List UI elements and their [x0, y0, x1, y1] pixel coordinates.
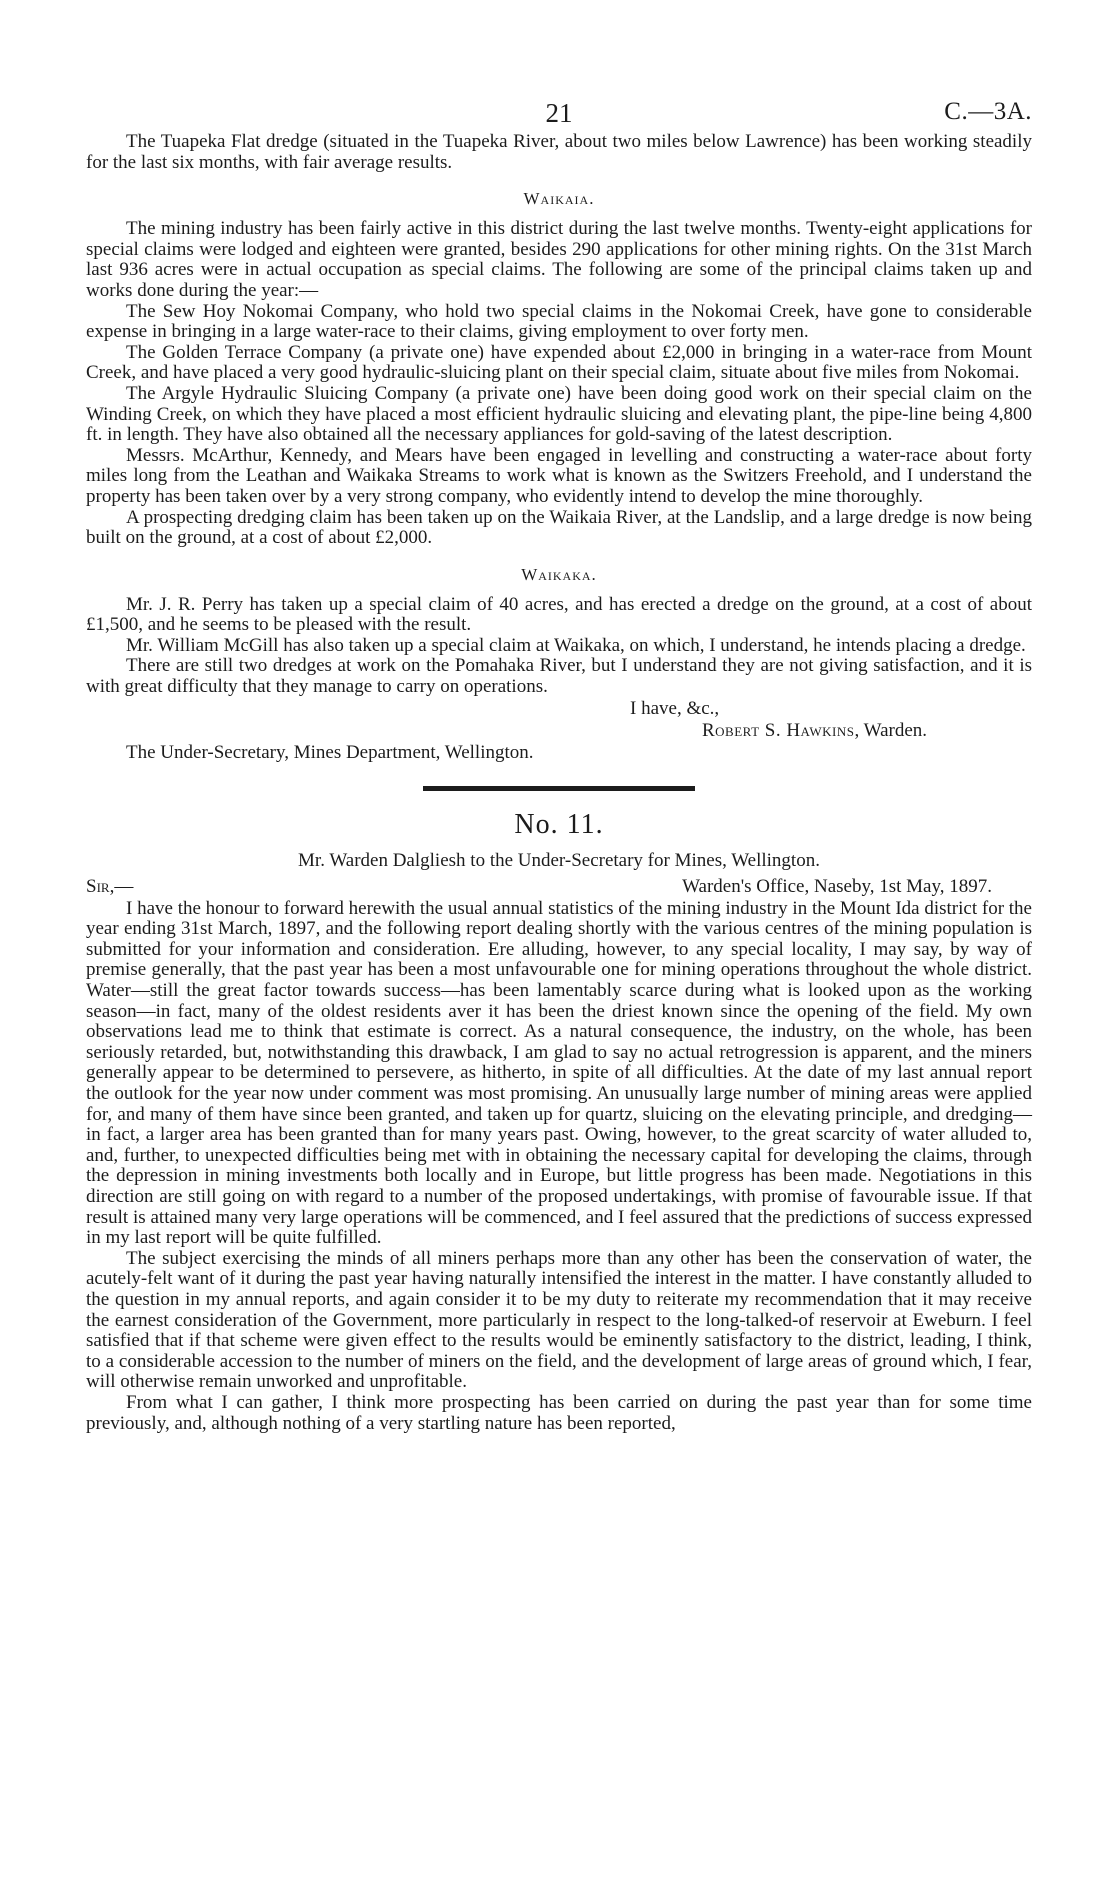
paragraph: Mr. William McGill has also taken up a special claim at Waikaka, on which, I understand, he intends placing a dredge. [126, 634, 1026, 656]
page-header [86, 0, 1032, 132]
paragraph: Messrs. McArthur, Kennedy, and Mears have been engaged in levelling and constructing a water-race about forty miles long from the Leathan and Waikaka Streams to work what is known as the Switzers Freehold, and I understand the property has been taken over by a very strong company, who evidently intend to develop the mine thoroughly. [86, 444, 1032, 507]
intro-paragraph: The Tuapeka Flat dredge (situated in the Tuapeka River, about two miles below Lawrence) has been working steadily for the last six months, with fair average results. [86, 131, 1032, 173]
signer-name: Robert S. Hawkins [702, 719, 855, 741]
section-divider [423, 786, 695, 791]
addressee: The Under-Secretary, Mines Department, Wellington. [126, 741, 534, 763]
dateline: Warden's Office, Naseby, 1st May, 1897. [682, 875, 992, 897]
signature-line [86, 720, 1032, 742]
letter-closing [86, 698, 1032, 742]
letter-body [86, 899, 1032, 1434]
section-waikaka [86, 595, 1032, 698]
salutation: Sir,— [86, 875, 134, 897]
section-waikaia [86, 219, 1032, 549]
paragraph: From what I can gather, I think more prospecting has been carried on during the past year than for some time previously, and, although nothing of a very startling nature has been reported, [86, 1391, 1032, 1434]
paragraph: There are still two dredges at work on the Pomahaka River, but I understand they are not giving satisfaction, and it is with great difficulty that they manage to carry on operations. [86, 655, 1032, 698]
letter-title: Mr. Warden Dalgliesh to the Under-Secretary for Mines, Wellington. [298, 849, 820, 871]
paragraph: Mr. J. R. Perry has taken up a special claim of 40 acres, and has erected a dredge on the ground, at a cost of about £1,500, and he seems to be pleased with the result. [86, 593, 1032, 636]
section-heading-waikaia: Waikaia. [523, 189, 595, 209]
letter-number: No. 11. [514, 808, 604, 840]
closing-line: I have, &c., [630, 697, 720, 719]
document-reference: C.—3A. [944, 98, 1032, 125]
paragraph: The Argyle Hydraulic Sluicing Company (a private one) have been doing good work on their special claim on the Winding Creek, on which they have placed a most efficient hydraulic sluicing and elevating plant, the pipe-line being 4,800 ft. in length. They have also obtained all the necessary appliances for gold-saving of the latest description. [86, 382, 1032, 446]
salutation-row [86, 875, 1032, 899]
paragraph: The Golden Terrace Company (a private one) have expended about £2,000 in bringing in a water-race from Mount Creek, and have placed a very good hydraulic-sluicing plant on their special claim, situate about five miles from Nokomai. [86, 341, 1032, 384]
page-number: 21 [545, 98, 573, 128]
paragraph: The Sew Hoy Nokomai Company, who hold two special claims in the Nokomai Creek, have gone to considerable expense in bringing in a large water-race to their claims, giving employment to over forty men. [86, 300, 1032, 343]
section-heading-waikaka: Waikaka. [521, 564, 597, 584]
paragraph: The subject exercising the minds of all miners perhaps more than any other has been the conservation of water, the acutely-felt want of it during the past year having naturally intensified the interest in the matter. I have constantly alluded to the question in my annual reports, and again consider it to be my duty to reiterate my recommendation that it may receive the earnest consideration of the Government, more particularly in respect to the long-talked-of reservoir at Eweburn. I feel satisfied that if that scheme were given effect to the results would be eminently satisfactory to the district, leading, I think, to a considerable accession to the number of miners on the field, and the development of large areas of ground which, I fear, will otherwise remain unworked and unprofitable. [86, 1247, 1032, 1393]
signer-title: , Warden. [854, 719, 928, 741]
paragraph: I have the honour to forward herewith the usual annual statistics of the mining industry in the Mount Ida district for the year ending 31st March, 1897, and the following report dealing shortly with the various centres of the mining population is submitted for your information and consideration. Ere alluding, however, to any special locality, I may say, by way of premise generally, that the past year has been a most unfavourable one for mining operations throughout the whole district. Water—still the great factor towards success—has been lamentably scarce during what is looked upon as the working season—in fact, many of the oldest residents aver it has been the driest known since the opening of the field. My own observations lead me to think that estimate is correct. As a natural consequence, the industry, on the whole, has been seriously retarded, but, notwithstanding this drawback, I am glad to say no actual retrogression is apparent, and the miners generally appear to be determined to persevere, as hitherto, in spite of all difficulties. At the date of my last annual report the outlook for the year now under comment was most promising. An unusually large number of mining areas were applied for, and many of them have since been granted, and taken up for quartz, sluicing on the elevating principle, and dredging—in fact, a larger area has been granted than for many years past. Owing, however, to the great scarcity of water alluded to, and, further, to unexpected difficulties being met with in obtaining the necessary capital for developing the claims, through the depression in mining investments both locally and in Europe, but little progress has been made. Negotiations in this direction are still going on with regard to a number of the proposed undertakings, with promise of favourable issue. If that result is attained many very large operations will be commenced, and I feel assured that the predictions of success expressed in my last report will be quite fulfilled. [86, 897, 1032, 1249]
paragraph: The mining industry has been fairly active in this district during the last twelve months. Twenty-eight applications for special claims were lodged and eighteen were granted, besides 290 applications for other mining rights. On the 31st March last 936 acres were in actual occupation as special claims. The following are some of the principal claims taken up and works done during the year:— [86, 218, 1032, 301]
paragraph: A prospecting dredging claim has been taken up on the Waikaia River, at the Landslip, and a large dredge is now being built on the ground, at a cost of about £2,000. [86, 506, 1032, 549]
